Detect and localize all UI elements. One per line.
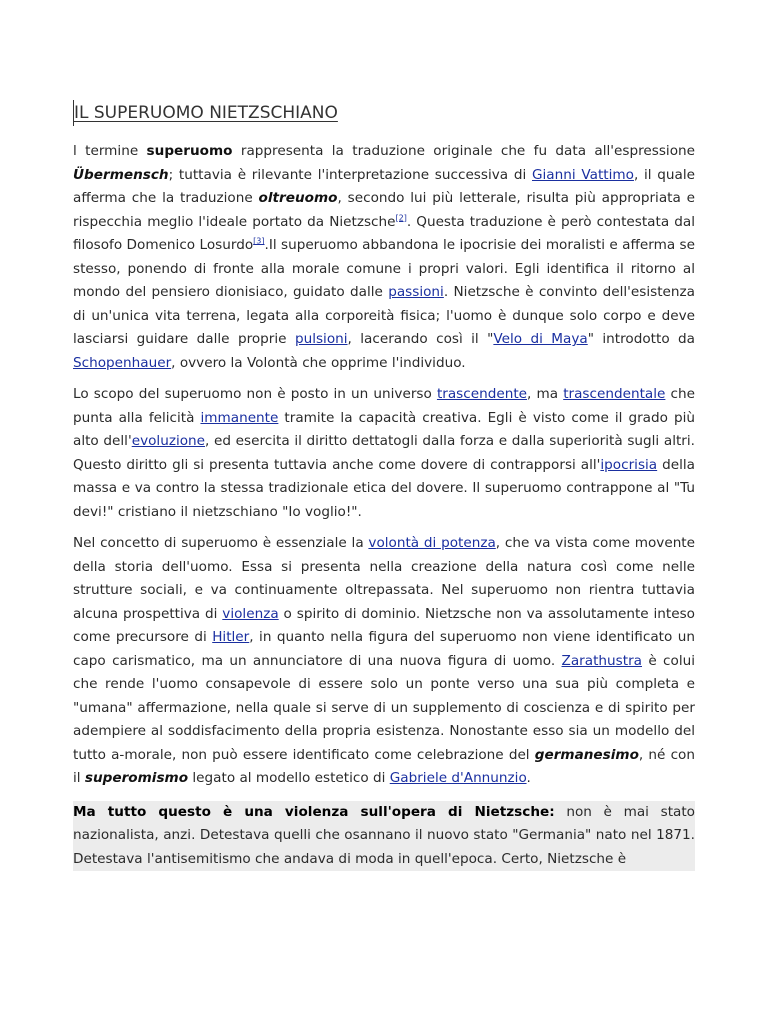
text: . Questa traduzione è però contestata dal filosofo Domenico Losurdo xyxy=(73,213,695,253)
link-evoluzione[interactable]: evoluzione xyxy=(131,433,206,449)
footnote-ref-2[interactable] xyxy=(396,213,407,222)
paragraph-1 xyxy=(73,140,695,375)
text: l termine xyxy=(73,143,147,159)
link-volonta-di-potenza[interactable]: volontà di potenza xyxy=(368,535,496,551)
text: ; tuttavia è rilevante l'interpretazione successiva di xyxy=(168,166,532,183)
bold-lead-sentence: Ma tutto questo è una violenza sull'opera di Nietzsche: xyxy=(73,803,555,820)
link-passioni[interactable]: passioni xyxy=(388,284,444,300)
link-gianni-vattimo[interactable]: Gianni Vattimo xyxy=(532,166,634,183)
text: . Nietzsche è convinto dell'esistenza di un'unica vita terrena, legata alla corporeità fisica; l'uomo è dunque solo corpo e deve lasciarsi guidare dalle proprie xyxy=(73,284,695,347)
text: legato al modello estetico di xyxy=(188,770,390,786)
footnote-link-2[interactable]: [2] xyxy=(395,212,407,222)
text: è colui che rende l'uomo consapevole di essere solo un ponte verso una sua più completa e "umana" affermazione, nella quale si serve di un supplemento di coscienza e di spirito per adempiere al soddisfacimento della propria esistenza. Nonostante esso sia un modello del tutto a-morale, non può essere identificato come celebrazione del xyxy=(73,652,695,763)
link-violenza[interactable]: violenza xyxy=(222,605,279,622)
text: che punta alla felicità xyxy=(73,386,695,426)
text: , in quanto nella figura del superuomo non viene identificato un capo carismatico, ma un annunciatore di una nuova figura di uomo. xyxy=(73,629,695,669)
bold-term-ubermensch: Übermensch xyxy=(73,166,169,183)
text: Nel concetto di superuomo è essenziale la xyxy=(73,535,369,551)
text: , ed esercita il diritto dettatogli dalla forza e dalla superiorità sugli altri. Questo diritto gli si presenta tuttavia anche come dovere di contrapporsi all' xyxy=(73,433,695,473)
text: , che va vista come movente della storia dell'uomo. Essa si presenta nella creazione della natura così come nelle strutture sociali, e va continuamente oltrepassata. Nel superuomo non rientra tuttavia alcuna prospettiva di xyxy=(73,535,695,622)
footnote-link-3[interactable]: [3] xyxy=(253,236,265,246)
link-velo-di-maya[interactable]: Velo di Maya xyxy=(493,331,588,347)
link-pulsioni[interactable]: pulsioni xyxy=(294,331,348,347)
text: della massa e va contro la stessa tradizionale etica del dovere. Il superuomo contrappone al "Tu devi!" cristiano il nietzschiano "Io voglio!". xyxy=(73,456,695,520)
link-ipocrisia[interactable]: ipocrisia xyxy=(600,456,658,473)
text: , né con il xyxy=(73,746,695,786)
bold-term-oltreuomo: oltreuomo xyxy=(258,190,338,206)
text: . xyxy=(526,770,531,786)
paragraph-4-highlighted xyxy=(73,801,695,872)
paragraph-3 xyxy=(73,532,695,791)
text: Lo scopo del superuomo non è posto in un universo xyxy=(73,386,437,402)
text: , il quale afferma che la traduzione xyxy=(73,166,696,206)
page-title: IL SUPERUOMO NIETZSCHIANO xyxy=(73,100,695,126)
text: " introdotto da xyxy=(587,331,696,347)
link-immanente[interactable]: immanente xyxy=(200,409,279,426)
link-schopenhauer[interactable]: Schopenhauer xyxy=(73,354,172,371)
text: , ovvero la Volontà che opprime l'individuo. xyxy=(171,354,466,371)
link-gabriele-dannunzio[interactable]: Gabriele d'Annunzio xyxy=(389,770,527,786)
paragraph-2 xyxy=(73,383,695,524)
text: tramite la capacità creativa. Egli è visto come il grado più alto dell' xyxy=(73,409,696,449)
link-trascendente[interactable]: trascendente xyxy=(436,386,528,402)
footnote-ref-3[interactable] xyxy=(253,236,264,245)
text: rappresenta la traduzione originale che fu data all'espressione xyxy=(232,143,695,159)
link-zarathustra[interactable]: Zarathustra xyxy=(561,652,642,669)
bold-term-germanesimo: germanesimo xyxy=(534,746,639,763)
document-page xyxy=(73,100,695,879)
text: .Il superuomo abbandona le ipocrisie dei moralisti e afferma se stesso, ponendo di fronte alla morale comune i propri valori. Egli identifica il ritorno al mondo del pensiero dionisiaco, guidato dalle xyxy=(73,237,695,300)
text: o spirito di dominio. Nietzsche non va assolutamente inteso come precursore di xyxy=(73,605,695,645)
link-hitler[interactable]: Hitler xyxy=(212,629,250,645)
text: , lacerando così il " xyxy=(347,331,494,347)
bold-term-superuomo: superuomo xyxy=(146,143,233,159)
link-trascendentale[interactable]: trascendentale xyxy=(563,386,666,402)
text: , secondo lui più letterale, risulta più appropriata e rispecchia meglio l'ideale portato da Nietzsche xyxy=(73,190,695,230)
text: non è mai stato nazionalista, anzi. Detestava quelli che osannano il nuovo stato "Germania" nato nel 1871. Detestava l'antisemitismo che andava di moda in quell'epoca. Certo, Nietzsche è xyxy=(73,803,695,867)
text: , ma xyxy=(527,386,564,402)
bold-term-superomismo: superomismo xyxy=(84,770,189,786)
